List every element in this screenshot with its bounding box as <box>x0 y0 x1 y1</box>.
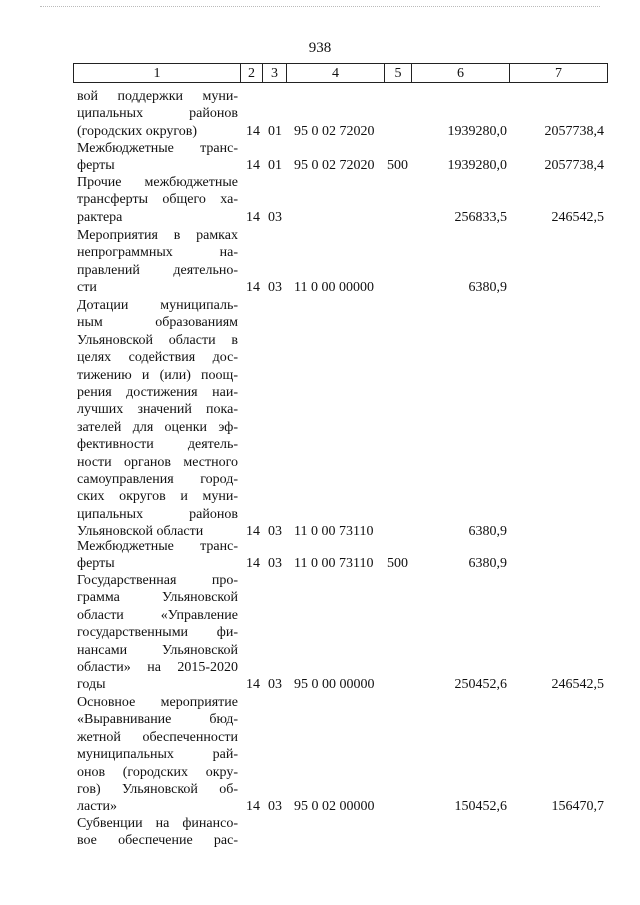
cell-c3: 03 <box>268 280 282 296</box>
cell-c7: 246542,5 <box>551 677 604 693</box>
description-line: (городских округов) <box>77 123 198 139</box>
description-line: нансами Ульяновской <box>77 642 238 658</box>
header-col-5: 5 <box>385 64 412 82</box>
description-line: фективности деятель- <box>77 437 238 453</box>
cell-c3: 03 <box>268 677 282 693</box>
description-line: ципальных районов <box>77 506 238 522</box>
description-line: тижению и (или) поощ- <box>77 367 238 383</box>
cell-c5: 500 <box>387 158 408 174</box>
description-line: непрограммных на- <box>77 245 238 261</box>
description-line: жетной обеспеченности <box>77 729 238 745</box>
description-line: рактера <box>77 209 123 225</box>
description-line: Ульяновской области <box>77 524 204 540</box>
cell-c3: 03 <box>268 799 282 815</box>
description-line: ности органов местного <box>77 454 238 470</box>
cell-c4: 11 0 00 73110 <box>294 556 374 572</box>
description-line: Прочие межбюджетные <box>77 175 238 190</box>
row-description <box>77 815 238 850</box>
description-line: Межбюджетные транс- <box>77 539 238 554</box>
cell-c2: 14 <box>246 556 260 572</box>
cell-c2: 14 <box>246 677 260 693</box>
row-description <box>77 572 238 694</box>
cell-c6: 250452,6 <box>454 677 507 693</box>
cell-c2: 14 <box>246 799 260 815</box>
description-line: государственными фи- <box>77 625 238 641</box>
header-col-7: 7 <box>555 66 562 81</box>
row-description <box>77 174 238 226</box>
cell-c4: 11 0 00 73110 <box>294 524 374 540</box>
cell-c2: 14 <box>246 280 260 296</box>
description-line: «Выравнивание бюд- <box>77 712 238 728</box>
row-description <box>77 140 238 175</box>
cell-c3: 01 <box>268 123 282 139</box>
header-col-1: 1 <box>74 64 241 82</box>
cell-c3: 01 <box>268 158 282 174</box>
cell-c2: 14 <box>246 524 260 540</box>
description-line: целях содействия дос- <box>77 350 238 366</box>
cell-c7: 2057738,4 <box>544 123 604 139</box>
description-line: правлений деятельно- <box>77 262 238 278</box>
header-col-2: 2 <box>241 64 263 82</box>
table-header <box>73 63 608 83</box>
cell-c3: 03 <box>268 209 282 225</box>
description-line: гов) Ульяновской об- <box>77 781 238 797</box>
description-line: сти <box>77 280 97 296</box>
description-line: ских округов и муни- <box>77 489 238 505</box>
description-line: грамма Ульяновской <box>77 590 238 606</box>
cell-c7: 246542,5 <box>551 209 604 225</box>
description-line: ципальных районов <box>77 106 238 122</box>
header-col-6: 6 <box>412 64 510 82</box>
description-line: вой поддержки муни- <box>77 89 238 104</box>
description-line: рения достижения наи- <box>77 384 238 400</box>
cell-c4: 11 0 00 00000 <box>294 280 374 296</box>
cell-c6: 6380,9 <box>468 556 507 572</box>
cell-c2: 14 <box>246 158 260 174</box>
cell-c5: 500 <box>387 556 408 572</box>
description-line: Мероприятия в рамках <box>77 228 238 243</box>
row-description <box>77 538 238 573</box>
header-col-3: 3 <box>263 64 287 82</box>
cell-c6: 150452,6 <box>454 799 507 815</box>
cell-c3: 03 <box>268 524 282 540</box>
description-line: онов (городских окру- <box>77 764 238 780</box>
cell-c6: 1939280,0 <box>447 158 507 174</box>
cell-c4: 95 0 00 00000 <box>294 677 375 693</box>
cell-c7: 156470,7 <box>551 799 604 815</box>
row-description <box>77 694 238 816</box>
description-line: Субвенции на финансо- <box>77 816 238 831</box>
cell-c3: 03 <box>268 556 282 572</box>
description-line: Дотации муниципаль- <box>77 298 238 313</box>
description-line: области «Управление <box>77 607 238 623</box>
cell-c4: 95 0 02 00000 <box>294 799 375 815</box>
cell-c6: 1939280,0 <box>447 123 507 139</box>
cell-c7: 2057738,4 <box>544 158 604 174</box>
cell-c4: 95 0 02 72020 <box>294 123 375 139</box>
scan-artifact <box>40 6 600 11</box>
description-line: Государственная про- <box>77 573 238 588</box>
description-line: лучших значений пока- <box>77 402 238 418</box>
description-line: Основное мероприятие <box>77 695 238 710</box>
cell-c2: 14 <box>246 209 260 225</box>
cell-c6: 6380,9 <box>468 524 507 540</box>
page-number: 938 <box>308 40 332 56</box>
cell-c2: 14 <box>246 123 260 139</box>
row-description <box>77 227 238 297</box>
description-line: вое обеспечение рас- <box>77 833 238 849</box>
description-line: самоуправления город- <box>77 471 238 487</box>
description-line: области» на 2015-2020 <box>77 659 238 675</box>
description-line: ным образованиям <box>77 315 238 331</box>
description-line: муниципальных рай- <box>77 747 238 763</box>
description-line: зателей для оценки эф- <box>77 419 238 435</box>
description-line: ферты <box>77 158 115 174</box>
header-col-4: 4 <box>287 64 385 82</box>
row-description <box>77 297 238 540</box>
description-line: ласти» <box>77 799 118 815</box>
description-line: трансферты общего ха- <box>77 192 238 208</box>
description-line: годы <box>77 677 106 693</box>
description-line: Ульяновской области в <box>77 332 238 348</box>
cell-c6: 256833,5 <box>454 209 507 225</box>
description-line: Межбюджетные транс- <box>77 141 238 156</box>
row-description <box>77 88 238 140</box>
cell-c6: 6380,9 <box>468 280 507 296</box>
cell-c4: 95 0 02 72020 <box>294 158 375 174</box>
description-line: ферты <box>77 556 115 572</box>
